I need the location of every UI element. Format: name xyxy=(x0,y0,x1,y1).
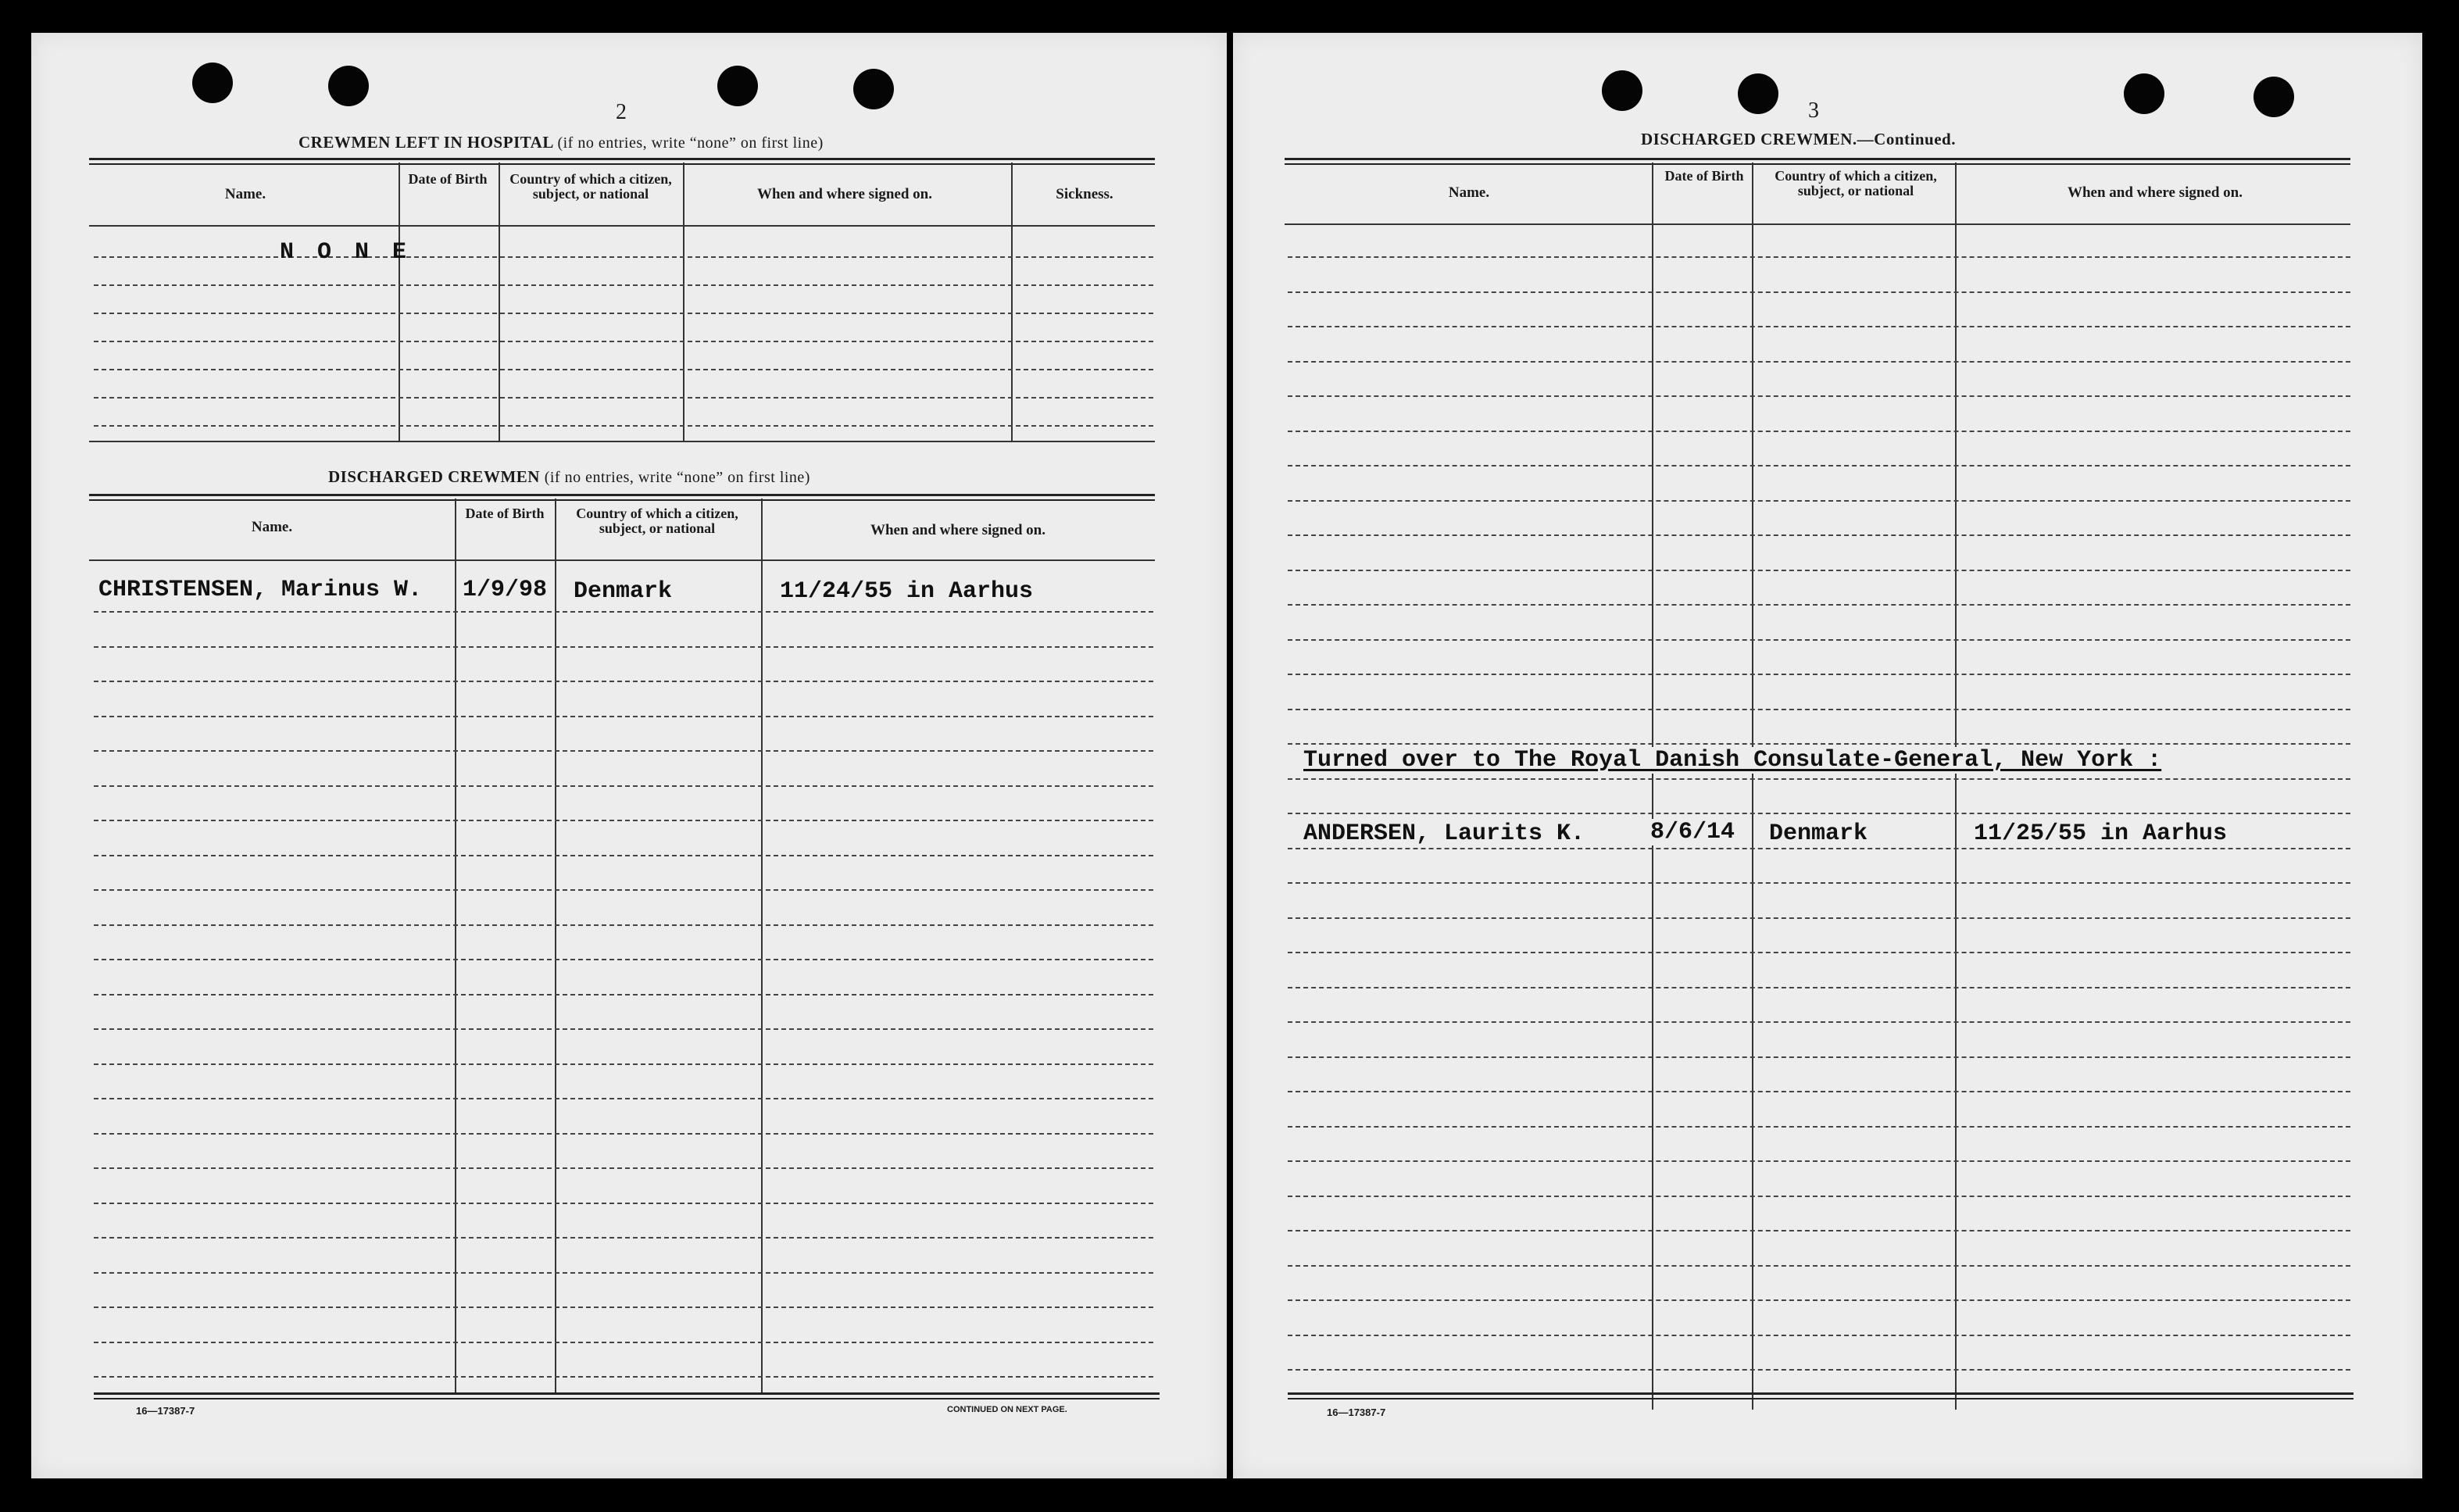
ruled-line xyxy=(94,1098,1153,1099)
hospital-entry: N O N E xyxy=(280,239,412,266)
ruled-line xyxy=(1288,917,2350,919)
ruled-line xyxy=(1288,465,2350,466)
col-header-signed: When and where signed on. xyxy=(2067,184,2243,201)
table-rule xyxy=(1285,158,2350,165)
ruled-line xyxy=(1288,743,2350,745)
hospital-instruction: (if no entries, write “none” on first line) xyxy=(557,134,824,152)
punch-hole xyxy=(1602,70,1642,111)
column-divider xyxy=(455,499,456,1394)
ruled-line xyxy=(94,425,1153,427)
ruled-line xyxy=(94,313,1153,314)
discharged-section-title xyxy=(328,467,810,487)
ruled-line xyxy=(94,1376,1153,1378)
ruled-line xyxy=(1288,1021,2350,1023)
ruled-line xyxy=(1288,361,2350,363)
ruled-line xyxy=(94,1342,1153,1343)
column-divider xyxy=(1011,163,1013,441)
table-rule xyxy=(89,494,1155,501)
ruled-line xyxy=(94,750,1153,752)
ruled-line xyxy=(94,889,1153,891)
ruled-line xyxy=(1288,570,2350,571)
ruled-line xyxy=(94,1203,1153,1204)
ruled-line xyxy=(1288,1230,2350,1231)
crew-signed: 11/24/55 in Aarhus xyxy=(780,578,1034,605)
crew-name: CHRISTENSEN, Marinus W. xyxy=(98,577,423,603)
form-number: 16—17387-7 xyxy=(136,1405,195,1417)
ruled-line xyxy=(94,341,1153,342)
header-rule xyxy=(89,225,1155,227)
column-divider xyxy=(761,499,763,1394)
col-header-country: Country of which a citizen, subject, or national xyxy=(509,171,672,202)
left-page xyxy=(31,33,1227,1478)
ruled-line xyxy=(94,924,1153,926)
right-page xyxy=(1233,33,2422,1478)
ruled-line xyxy=(1288,639,2350,641)
column-divider xyxy=(499,163,500,441)
ruled-line xyxy=(1288,848,2350,849)
ruled-line xyxy=(1288,1091,2350,1092)
punch-hole xyxy=(2124,73,2164,114)
ruled-line xyxy=(1288,256,2350,258)
col-header-dob: Date of Birth xyxy=(1664,168,1744,184)
ruled-line xyxy=(94,256,1153,258)
header-rule xyxy=(1285,223,2350,225)
table-rule xyxy=(1288,1392,2354,1399)
hospital-title-text: CREWMEN LEFT IN HOSPITAL xyxy=(298,133,553,152)
ruled-line xyxy=(94,397,1153,399)
ruled-line xyxy=(1288,813,2350,814)
crew-name: ANDERSEN, Laurits K. xyxy=(1303,820,1585,847)
ruled-line xyxy=(94,284,1153,286)
ruled-line xyxy=(1288,431,2350,432)
ruled-line xyxy=(94,1237,1153,1239)
ruled-line xyxy=(1288,604,2350,606)
ruled-line xyxy=(94,1306,1153,1308)
punch-hole xyxy=(717,66,758,106)
ruled-line xyxy=(1288,1126,2350,1128)
ruled-line xyxy=(94,959,1153,960)
page-number: 3 xyxy=(1808,98,1819,123)
crew-country: Denmark xyxy=(1769,820,1868,847)
continued-note: CONTINUED ON NEXT PAGE. xyxy=(947,1405,1067,1414)
punch-hole xyxy=(192,63,233,103)
ruled-line xyxy=(94,369,1153,370)
ruled-line xyxy=(94,611,1153,613)
ruled-line xyxy=(1288,291,2350,293)
column-divider xyxy=(1652,163,1653,1410)
col-header-name: Name. xyxy=(251,519,293,535)
ruled-line xyxy=(94,646,1153,648)
col-header-name: Name. xyxy=(224,186,266,202)
column-divider xyxy=(1955,163,1957,1410)
ruled-line xyxy=(1288,778,2350,780)
ruled-line xyxy=(1288,1299,2350,1301)
ruled-line xyxy=(1288,500,2350,502)
col-header-signed: When and where signed on. xyxy=(756,186,932,202)
ruled-line xyxy=(94,1272,1153,1274)
discharged-instruction: (if no entries, write “none” on first line) xyxy=(544,469,810,486)
col-header-country: Country of which a citizen, subject, or national xyxy=(576,506,738,536)
col-header-dob: Date of Birth xyxy=(408,171,488,187)
table-rule xyxy=(94,1392,1160,1399)
column-divider xyxy=(683,163,684,441)
col-header-sickness: Sickness. xyxy=(1056,186,1113,202)
ruled-line xyxy=(94,785,1153,787)
ruled-line xyxy=(94,1167,1153,1169)
ruled-line xyxy=(1288,1335,2350,1336)
ruled-line xyxy=(94,681,1153,682)
ruled-line xyxy=(94,1028,1153,1030)
table-rule xyxy=(89,158,1155,165)
crew-dob: 1/9/98 xyxy=(463,577,548,603)
column-divider xyxy=(1752,163,1753,1410)
column-divider xyxy=(399,163,400,441)
ruled-line xyxy=(1288,1265,2350,1267)
right-section-title: DISCHARGED CREWMEN.—Continued. xyxy=(1641,130,1956,148)
punch-hole xyxy=(1738,73,1778,114)
ruled-line xyxy=(1288,674,2350,675)
ruled-line xyxy=(1288,534,2350,536)
ruled-line xyxy=(1288,987,2350,988)
ruled-line xyxy=(1288,395,2350,397)
col-header-name: Name. xyxy=(1448,184,1490,201)
ruled-line xyxy=(94,1133,1153,1135)
ruled-line xyxy=(1288,1369,2350,1371)
punch-hole xyxy=(2253,77,2294,117)
ruled-line xyxy=(94,855,1153,856)
ruled-line xyxy=(1288,709,2350,710)
ruled-line xyxy=(1288,952,2350,953)
punch-hole xyxy=(853,69,894,109)
col-header-country: Country of which a citizen, subject, or national xyxy=(1775,168,1937,198)
header-rule xyxy=(89,559,1155,561)
page-number: 2 xyxy=(616,100,627,124)
ruled-line xyxy=(94,820,1153,821)
table-rule xyxy=(89,441,1155,442)
ruled-line xyxy=(94,1063,1153,1065)
form-number: 16—17387-7 xyxy=(1327,1407,1386,1418)
ruled-line xyxy=(1288,1056,2350,1058)
ruled-line xyxy=(1288,1196,2350,1197)
crew-dob: 8/6/14 xyxy=(1650,819,1735,845)
turned-over-note: Turned over to The Royal Danish Consulate-General, New York : xyxy=(1303,747,2166,774)
crew-country: Denmark xyxy=(574,578,673,605)
col-header-dob: Date of Birth xyxy=(465,506,545,521)
discharged-title-text: DISCHARGED CREWMEN xyxy=(328,467,540,486)
ruled-line xyxy=(94,716,1153,717)
ruled-line xyxy=(94,994,1153,995)
column-divider xyxy=(555,499,556,1394)
crew-signed: 11/25/55 in Aarhus xyxy=(1974,820,2228,847)
col-header-signed: When and where signed on. xyxy=(870,522,1045,538)
hospital-section-title xyxy=(298,133,824,152)
ruled-line xyxy=(1288,1160,2350,1162)
punch-hole xyxy=(328,66,369,106)
ruled-line xyxy=(1288,326,2350,327)
ruled-line xyxy=(1288,882,2350,884)
